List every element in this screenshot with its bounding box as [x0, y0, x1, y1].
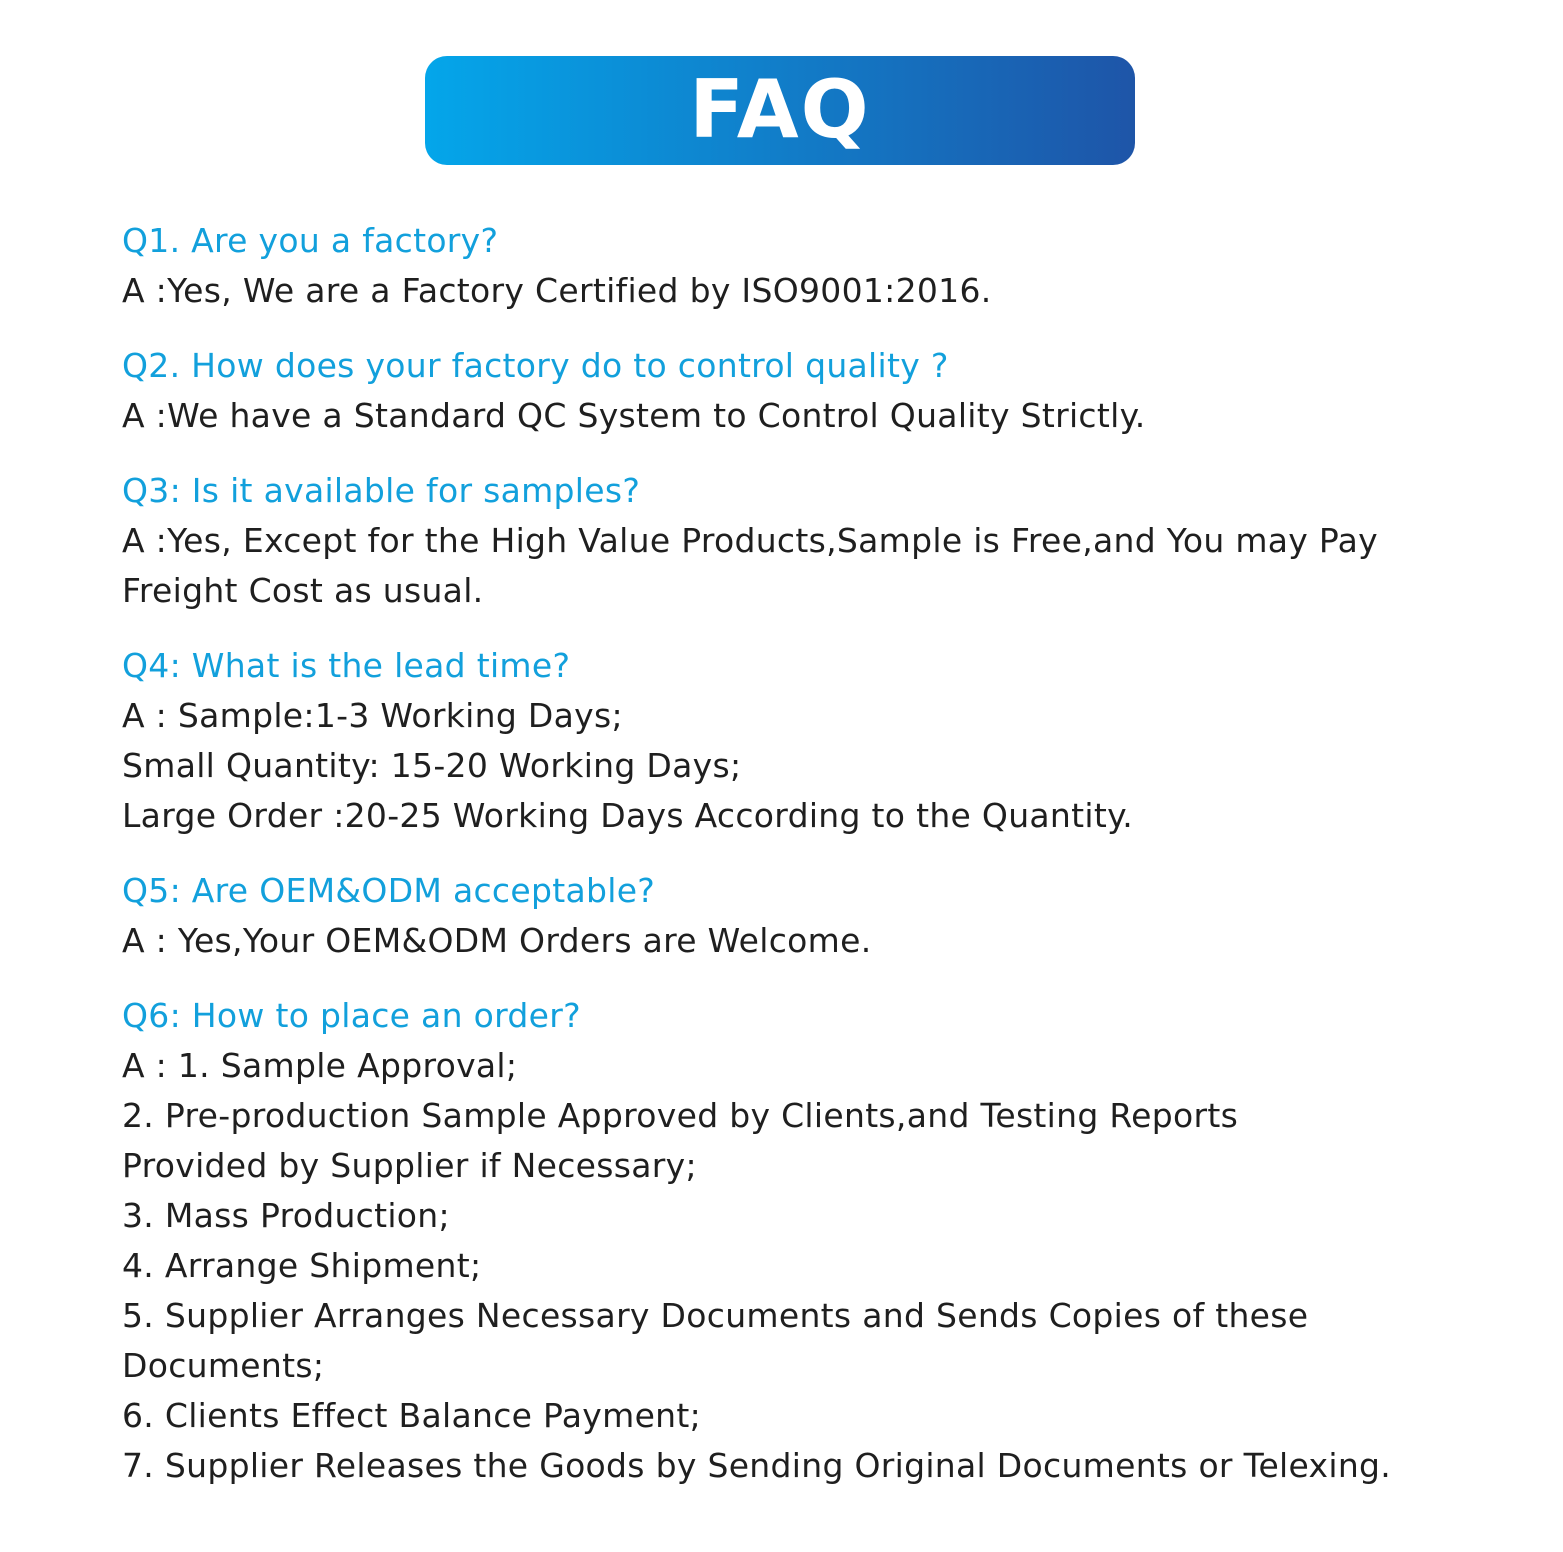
faq-item-3 — [122, 466, 1492, 616]
faq-banner — [425, 56, 1135, 165]
faq-answer-line: Provided by Supplier if Necessary; — [122, 1146, 697, 1185]
faq-question: Q3: Is it available for samples? — [122, 471, 641, 510]
faq-item-2 — [122, 341, 1492, 441]
page-title: FAQ — [689, 62, 871, 156]
faq-item-6 — [122, 991, 1492, 1491]
faq-answer-line: Small Quantity: 15-20 Working Days; — [122, 746, 742, 785]
faq-question: Q2. How does your factory do to control quality ? — [122, 346, 949, 385]
faq-item-5 — [122, 866, 1492, 966]
faq-answer-line: 7. Supplier Releases the Goods by Sending Original Documents or Telexing. — [122, 1446, 1392, 1485]
faq-answer-line: Freight Cost as usual. — [122, 571, 484, 610]
faq-answer-line: Large Order :20-25 Working Days According to the Quantity. — [122, 796, 1134, 835]
faq-item-1 — [122, 216, 1492, 316]
faq-answer-line: Documents; — [122, 1346, 325, 1385]
faq-item-4 — [122, 641, 1492, 841]
faq-list — [122, 216, 1492, 1516]
faq-answer-line: A :Yes, Except for the High Value Products,Sample is Free,and You may Pay — [122, 521, 1378, 560]
faq-answer-line: 5. Supplier Arranges Necessary Documents and Sends Copies of these — [122, 1296, 1309, 1335]
faq-answer-line: 6. Clients Effect Balance Payment; — [122, 1396, 702, 1435]
faq-answer-line: A :We have a Standard QC System to Control Quality Strictly. — [122, 396, 1146, 435]
faq-question: Q1. Are you a factory? — [122, 221, 499, 260]
faq-answer-line: A : Yes,Your OEM&ODM Orders are Welcome. — [122, 921, 872, 960]
faq-question: Q6: How to place an order? — [122, 996, 581, 1035]
faq-answer-line: 4. Arrange Shipment; — [122, 1246, 482, 1285]
faq-question: Q5: Are OEM&ODM acceptable? — [122, 871, 656, 910]
faq-answer-line: A : Sample:1-3 Working Days; — [122, 696, 623, 735]
faq-question: Q4: What is the lead time? — [122, 646, 571, 685]
faq-answer-line: A : 1. Sample Approval; — [122, 1046, 518, 1085]
faq-answer-line: 2. Pre-production Sample Approved by Clients,and Testing Reports — [122, 1096, 1239, 1135]
faq-answer-line: 3. Mass Production; — [122, 1196, 450, 1235]
faq-answer-line: A :Yes, We are a Factory Certified by ISO9001:2016. — [122, 271, 992, 310]
